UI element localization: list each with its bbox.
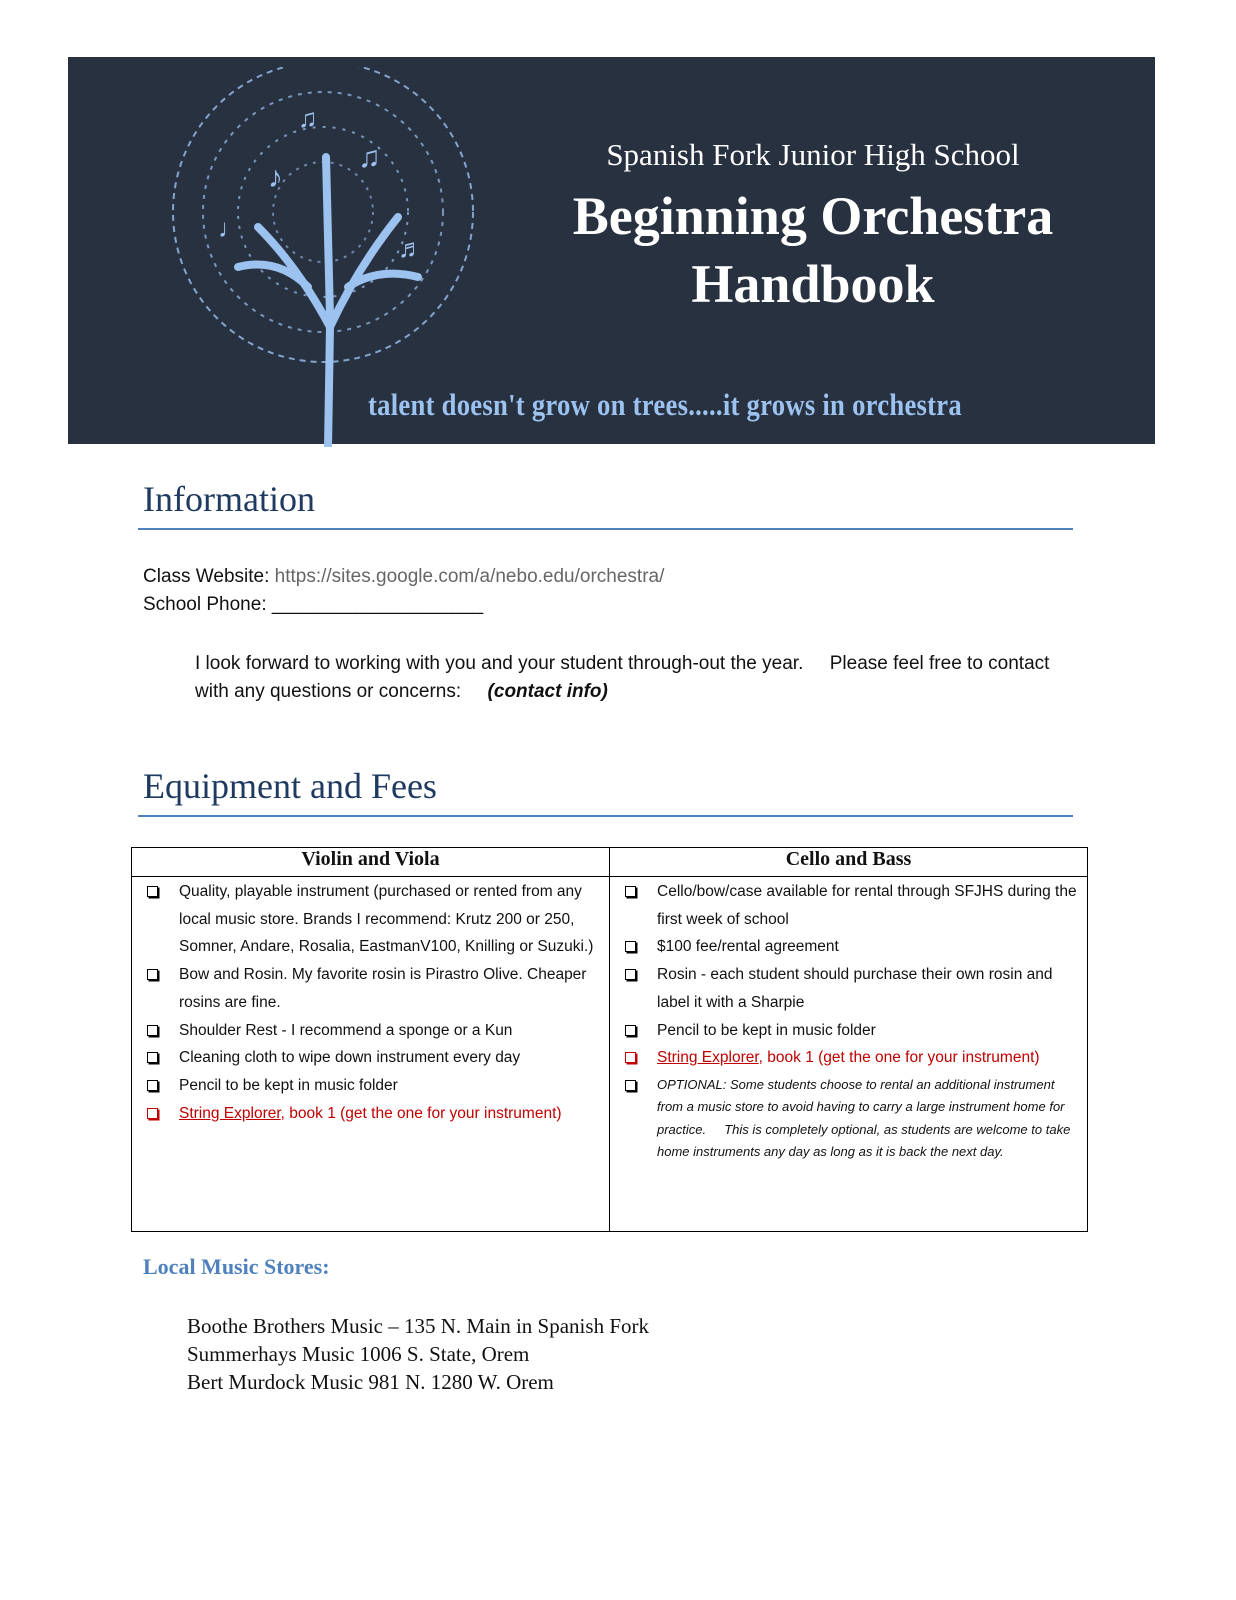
list-item: Cello/bow/case available for rental through SFJHS during the first week of school (625, 878, 1078, 933)
website-link[interactable]: https://sites.google.com/a/nebo.edu/orchestra/ (274, 566, 665, 587)
svg-text:♪: ♪ (268, 161, 283, 194)
phone-label: School Phone: (143, 594, 267, 615)
string-explorer-link[interactable]: String Explorer (179, 1104, 281, 1122)
string-explorer-link[interactable]: String Explorer (657, 1049, 759, 1067)
list-item: Cleaning cloth to wipe down instrument every day (147, 1044, 600, 1072)
svg-text:♬: ♬ (398, 233, 424, 263)
store-item: Bert Murdock Music 981 N. 1280 W. Orem (187, 1370, 554, 1394)
checkbox-icon (147, 1080, 158, 1091)
list-item: Pencil to be kept in music folder (147, 1072, 600, 1100)
checkbox-icon (625, 886, 636, 897)
list-item-optional: OPTIONAL: Some students choose to rental an additional instrument from a music store to avoid having to carry a large instrument home for practice. This is completely optional, as students are welcome to take home instruments any day as long as it is back the next day. (625, 1072, 1078, 1164)
store-item: Summerhays Music 1006 S. State, Orem (187, 1342, 530, 1366)
list-item: $100 fee/rental agreement (625, 933, 1078, 961)
checkbox-icon (625, 1080, 636, 1091)
list-item: Rosin - each student should purchase their own rosin and label it with a Sharpie (625, 961, 1078, 1016)
school-name: Spanish Fork Junior High School (606, 137, 1020, 172)
store-item: Boothe Brothers Music – 135 N. Main in Spanish Fork (187, 1314, 649, 1338)
cello-bass-list-cell (610, 877, 1088, 1232)
list-item: Bow and Rosin. My favorite rosin is Pirastro Olive. Cheaper rosins are fine. (147, 961, 600, 1016)
title-line-1: Beginning Orchestra (572, 186, 1054, 246)
checkbox-icon (147, 1052, 158, 1063)
col-header-cello-bass: Cello and Bass (610, 848, 1088, 877)
equipment-heading: Equipment and Fees (143, 766, 437, 806)
phone-blank: ____________________ (271, 594, 484, 615)
information-heading: Information (143, 479, 315, 519)
checkbox-icon (625, 969, 636, 980)
stores-list (187, 1312, 649, 1396)
col-header-violin-viola: Violin and Viola (132, 848, 610, 877)
checkbox-icon (147, 1108, 158, 1119)
list-item-book: String Explorer, book 1 (get the one for your instrument) (147, 1100, 600, 1128)
stores-heading: Local Music Stores: (143, 1254, 330, 1279)
title-line-2: Handbook (691, 254, 935, 314)
checkbox-icon (625, 1052, 636, 1063)
svg-text:♫: ♫ (358, 141, 381, 174)
welcome-text: I look forward to working with you and your student through-out the year. Please feel free to contact with any questions or concerns: (195, 653, 1055, 702)
welcome-paragraph (195, 650, 1075, 706)
header-banner (68, 57, 1155, 444)
checkbox-icon (147, 1025, 158, 1036)
handbook-title (518, 182, 1108, 318)
equipment-table (131, 847, 1088, 1232)
heading-divider (138, 815, 1073, 817)
list-item-book: String Explorer, book 1 (get the one for your instrument) (625, 1044, 1078, 1072)
contact-placeholder: (contact info) (487, 681, 608, 702)
svg-text:♩: ♩ (218, 213, 244, 243)
checkbox-icon (625, 1025, 636, 1036)
checkbox-icon (625, 941, 636, 952)
svg-text:♫: ♫ (298, 103, 318, 133)
list-item: Shoulder Rest - I recommend a sponge or a Kun (147, 1017, 600, 1045)
checkbox-icon (147, 969, 158, 980)
list-item: Quality, playable instrument (purchased or rented from any local music store. Brands I recommend: Krutz 200 or 250, Somner, Andare, Rosalia, EastmanV100, Knilling or Suzuki.) (147, 878, 600, 961)
checkbox-icon (147, 886, 158, 897)
heading-divider (138, 528, 1073, 530)
website-label: Class Website: (143, 566, 270, 587)
list-item: Pencil to be kept in music folder (625, 1017, 1078, 1045)
tagline: talent doesn't grow on trees.....it grows in orchestra (368, 387, 962, 422)
contact-info (143, 563, 664, 619)
violin-viola-list-cell (132, 877, 610, 1232)
